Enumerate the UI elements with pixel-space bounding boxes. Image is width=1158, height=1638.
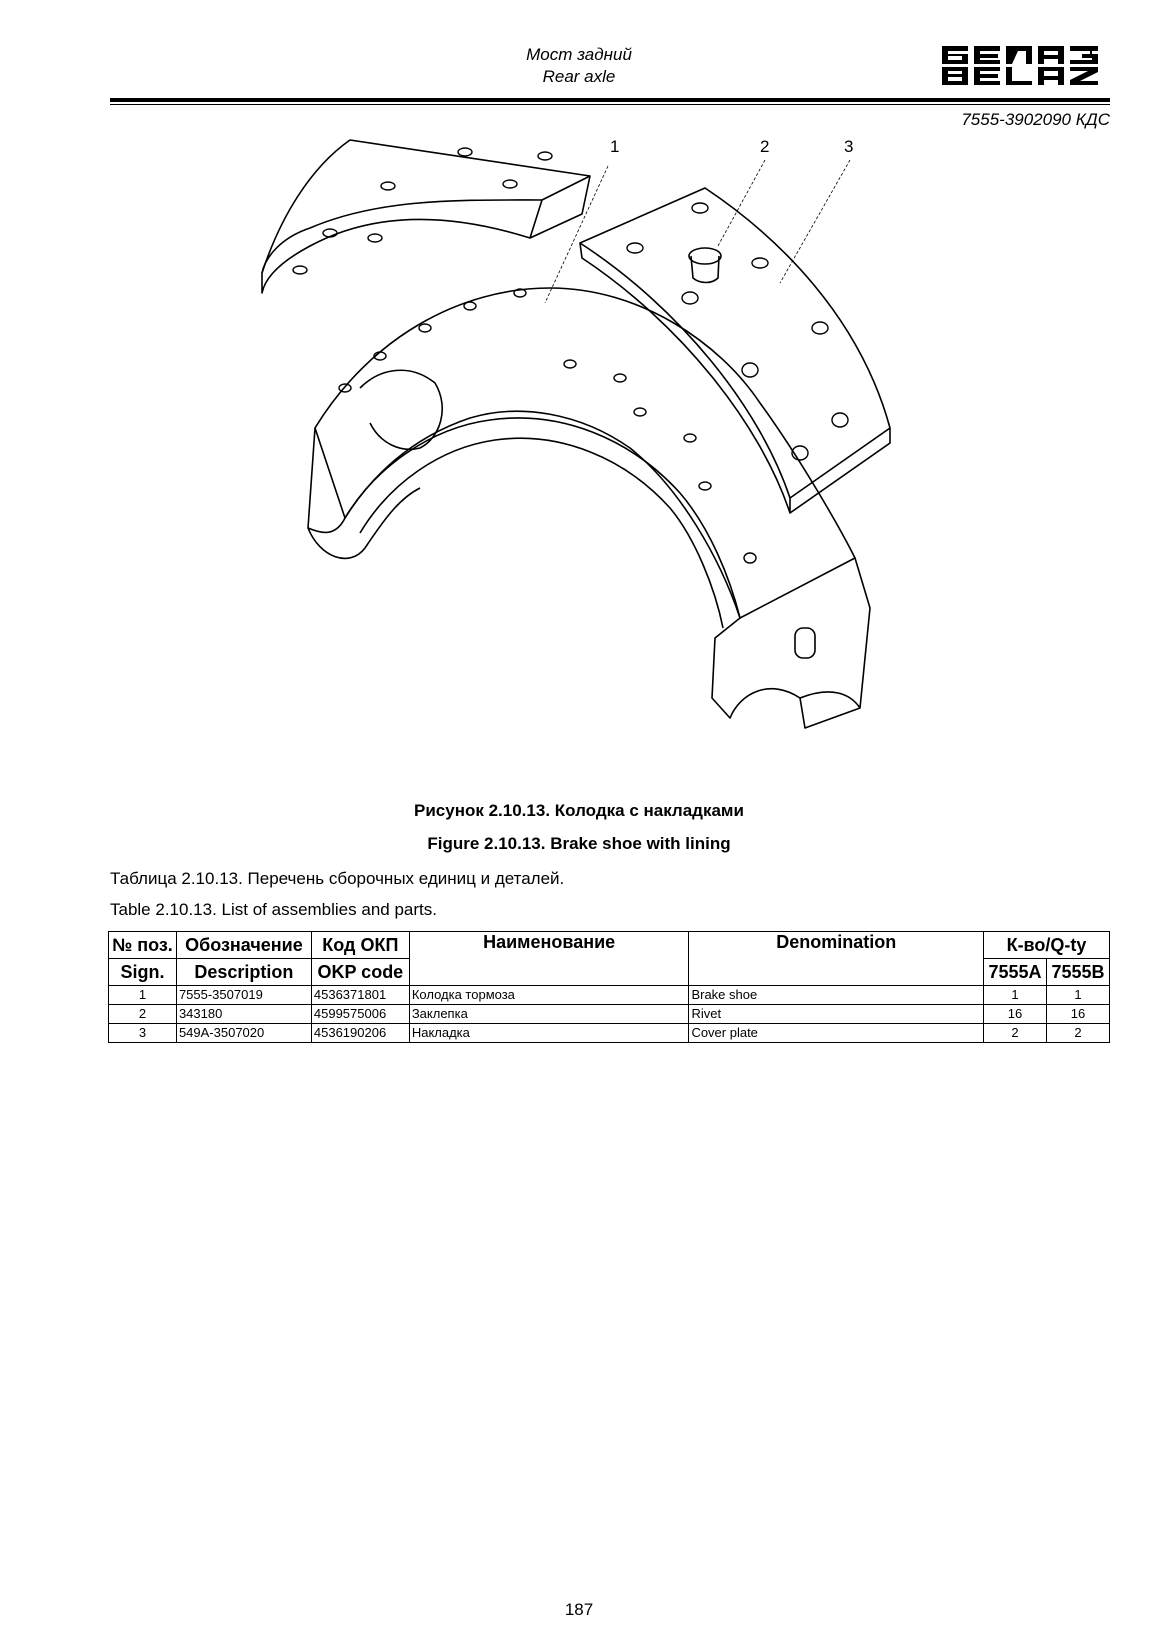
col-qty-a: 7555A — [983, 959, 1046, 986]
cell-name-en: Brake shoe — [689, 986, 984, 1005]
table-row — [109, 1005, 1110, 1024]
doc-number: 7555-3902090 КДС — [961, 110, 1110, 129]
figure-caption-ru: Рисунок 2.10.13. Колодка с накладками — [414, 801, 744, 820]
cell-desig: 343180 — [176, 1005, 311, 1024]
cell-desig: 549A-3507020 — [176, 1024, 311, 1043]
callout-2: 2 — [760, 138, 770, 156]
cell-qty-a: 1 — [983, 986, 1046, 1005]
col-qty-b: 7555B — [1046, 959, 1109, 986]
cell-name-ru: Накладка — [409, 1024, 689, 1043]
brake-shoe-drawing — [260, 138, 920, 783]
col-desig-ru: Обозначение — [176, 932, 311, 959]
cell-okp: 4599575006 — [311, 1005, 409, 1024]
cell-qty-a: 2 — [983, 1024, 1046, 1043]
lug-right — [712, 558, 870, 728]
cell-name-en: Rivet — [689, 1005, 984, 1024]
col-name-ru: Наименование — [409, 932, 689, 986]
col-okp-en: OKP code — [311, 959, 409, 986]
col-name-en: Denomination — [689, 932, 984, 986]
col-pos-en: Sign. — [109, 959, 177, 986]
cell-okp: 4536371801 — [311, 986, 409, 1005]
parts-table — [108, 931, 1110, 1043]
col-okp-ru: Код ОКП — [311, 932, 409, 959]
web-left — [308, 428, 345, 532]
cell-qty-b: 1 — [1046, 986, 1109, 1005]
lining-loose — [262, 140, 590, 293]
cell-pos: 3 — [109, 1024, 177, 1043]
header-title-ru: Мост задний — [526, 45, 632, 64]
cell-name-ru: Колодка тормоза — [409, 986, 689, 1005]
lining-right — [580, 188, 890, 498]
cell-qty-b: 16 — [1046, 1005, 1109, 1024]
callout-1: 1 — [610, 138, 620, 156]
table-row — [109, 986, 1110, 1005]
cell-pos: 2 — [109, 1005, 177, 1024]
belaz-logo — [940, 44, 1110, 86]
cell-qty-a: 16 — [983, 1005, 1046, 1024]
header-rule-thick — [110, 98, 1110, 102]
page-number: 187 — [564, 1600, 594, 1619]
cell-qty-b: 2 — [1046, 1024, 1109, 1043]
table-row — [109, 1024, 1110, 1043]
figure-caption-en: Figure 2.10.13. Brake shoe with lining — [427, 834, 731, 853]
table-caption-ru: Таблица 2.10.13. Перечень сборочных единиц и деталей. — [110, 869, 565, 888]
cell-name-ru: Заклепка — [409, 1005, 689, 1024]
cell-okp: 4536190206 — [311, 1024, 409, 1043]
col-desig-en: Description — [176, 959, 311, 986]
cell-name-en: Cover plate — [689, 1024, 984, 1043]
shoe-top — [315, 288, 855, 618]
col-qty: К-во/Q-ty — [983, 932, 1109, 959]
header-title-en: Rear axle — [542, 67, 616, 86]
table-caption-en: Table 2.10.13. List of assemblies and parts. — [110, 900, 437, 919]
callout-3: 3 — [844, 138, 854, 156]
col-pos-ru: № поз. — [109, 932, 177, 959]
header-rule-thin — [110, 104, 1110, 105]
cell-desig: 7555-3507019 — [176, 986, 311, 1005]
cell-pos: 1 — [109, 986, 177, 1005]
